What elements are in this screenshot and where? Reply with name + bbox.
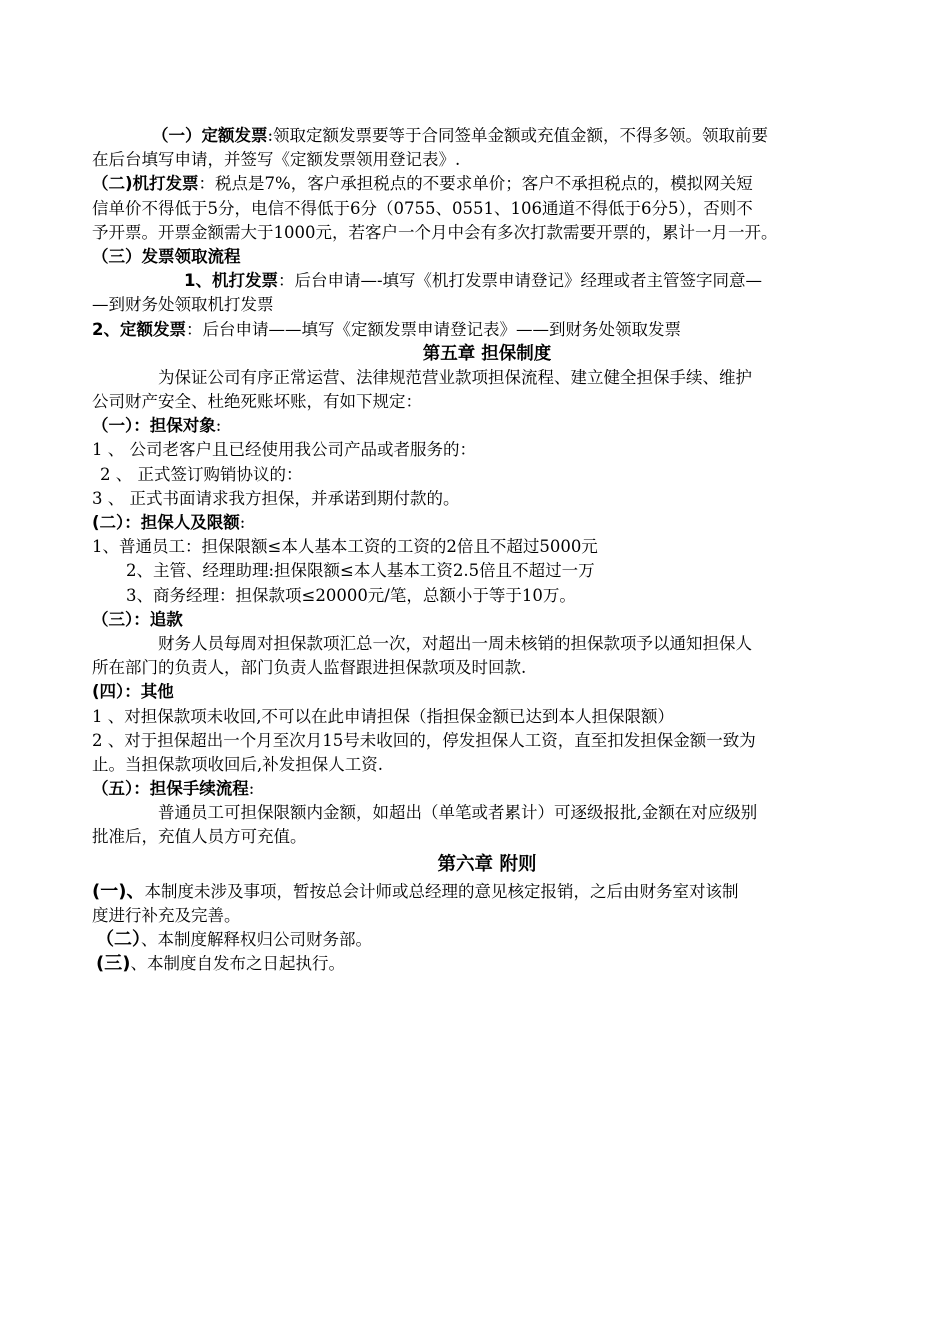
list-item: [92, 535, 882, 559]
section-heading: （二)机打发票: [92, 174, 199, 194]
body-text: 3、商务经理：担保款项≤20000元/笔，总额小于等于10万。: [126, 585, 576, 605]
body-text: 2、主管、经理助理:担保限额≤本人基本工资2.5倍且不超过一万: [126, 561, 595, 581]
body-text: —到财务处领取机打发票: [92, 295, 274, 315]
paragraph-line: [92, 221, 882, 245]
paragraph-line: [92, 952, 882, 976]
paragraph-line: [92, 680, 882, 704]
paragraph-line: [92, 880, 882, 904]
body-text: ：后台申请—-填写《机打发票申请登记》经理或者主管签字同意—: [277, 271, 763, 291]
body-text: 批准后，充值人员方可充值。: [92, 827, 307, 847]
paragraph-line: [92, 366, 882, 390]
body-text: 1、普通员工：担保限额≤本人基本工资的工资的2倍且不超过5000元: [92, 537, 598, 557]
paragraph-line: [92, 511, 882, 535]
paragraph-line: [92, 632, 882, 656]
list-item: [92, 729, 882, 753]
document-body: [92, 124, 882, 977]
body-text: 在后台填写申请，并签写《定额发票领用登记表》.: [92, 150, 461, 170]
list-item: [92, 463, 882, 487]
body-text: 1 、对担保款项未收回,不可以在此申请担保（指担保金额已达到本人担保限额）: [92, 706, 674, 726]
body-text: ：后台申请——填写《定额发票申请登记表》——到财务处领取发票: [185, 319, 681, 339]
section-heading: (一)、: [92, 880, 145, 902]
body-text: 、本制度自发布之日起执行。: [130, 954, 345, 974]
paragraph-line: [92, 753, 882, 777]
paragraph-line: [92, 269, 882, 293]
body-text: 予开票。开票金额需大于1000元，若客户一个月中会有多次打款需要开票的，累计一月一开。: [92, 222, 778, 242]
paragraph-line: [92, 777, 882, 801]
body-text: 信单价不得低于5分，电信不得低于6分（0755、0551、106通道不得低于6分5），否则不: [92, 198, 753, 218]
body-text: 2 、对于担保超出一个月至次月15号未收回的，停发担保人工资，直至扣发担保金额一致为: [92, 730, 756, 750]
body-text: 止。当担保款项收回后,补发担保人工资.: [92, 754, 383, 774]
section-heading: (二）：担保人及限额: [92, 513, 240, 532]
body-text: 2 、 正式签订购销协议的：: [100, 464, 303, 484]
body-text: 财务人员每周对担保款项汇总一次，对超出一周未核销的担保款项予以通知担保人: [158, 633, 752, 653]
paragraph-line: [92, 197, 882, 221]
paragraph-line: [92, 318, 882, 342]
list-item: [92, 705, 882, 729]
body-text: 3 、 正式书面请求我方担保，并承诺到期付款的。: [92, 488, 460, 508]
section-heading: （五）：担保手续流程: [92, 779, 249, 799]
body-text: :: [215, 416, 222, 436]
paragraph-line: [92, 608, 882, 632]
paragraph-line: [92, 245, 882, 269]
paragraph-line: [92, 390, 882, 414]
body-text: 公司财产安全、杜绝死账坏账，有如下规定：: [92, 392, 422, 412]
paragraph-line: [92, 801, 882, 825]
chapter-title: 第六章 附则: [437, 853, 537, 875]
body-text: 、本制度解释权归公司财务部。: [141, 930, 372, 950]
body-text: 普通员工可担保限额内金额，如超出（单笔或者累计）可逐级报批,金额在对应级别: [158, 803, 758, 823]
section-heading: 2、定额发票: [92, 319, 186, 339]
list-item: [92, 559, 882, 583]
section-heading: 1、机打发票: [184, 271, 278, 291]
section-heading: （一）定额发票: [152, 126, 268, 145]
body-text: :: [239, 513, 246, 532]
chapter-title: 第五章 担保制度: [422, 343, 552, 364]
body-text: 度进行补充及完善。: [92, 906, 241, 925]
paragraph-line: [92, 414, 882, 438]
paragraph-line: [92, 656, 882, 680]
paragraph-line: [92, 172, 882, 196]
body-text: :领取定额发票要等于合同签单金额或充值金额，不得多领。领取前要: [267, 126, 769, 145]
body-text: 所在部门的负责人，部门负责人监督跟进担保款项及时回款.: [92, 658, 527, 678]
paragraph-line: [92, 825, 882, 849]
body-text: 为保证公司有序正常运营、法律规范营业款项担保流程、建立健全担保手续、维护: [158, 367, 752, 387]
body-text: 本制度未涉及事项，暂按总会计师或总经理的意见核定报销，之后由财务室对该制: [144, 881, 739, 901]
section-heading: (四）：其他: [92, 682, 174, 702]
list-item: [92, 487, 882, 511]
body-text: ：税点是7%，客户承担税点的不要求单价；客户不承担税点的，模拟网关短: [198, 174, 753, 194]
section-heading: （三）发票领取流程: [92, 246, 241, 266]
paragraph-line: [92, 124, 882, 148]
section-heading: (三): [96, 953, 131, 975]
section-heading: （二）: [96, 929, 141, 951]
paragraph-line: [92, 904, 882, 928]
paragraph-line: [92, 148, 882, 172]
paragraph-line: [92, 293, 882, 317]
list-item: [92, 584, 882, 608]
section-heading: （一）：担保对象: [92, 416, 216, 436]
list-item: [92, 438, 882, 462]
body-text: 1 、 公司老客户且已经使用我公司产品或者服务的：: [92, 440, 476, 460]
body-text: :: [248, 779, 255, 799]
section-heading: （三）：追款: [92, 609, 183, 629]
paragraph-line: [92, 928, 882, 952]
